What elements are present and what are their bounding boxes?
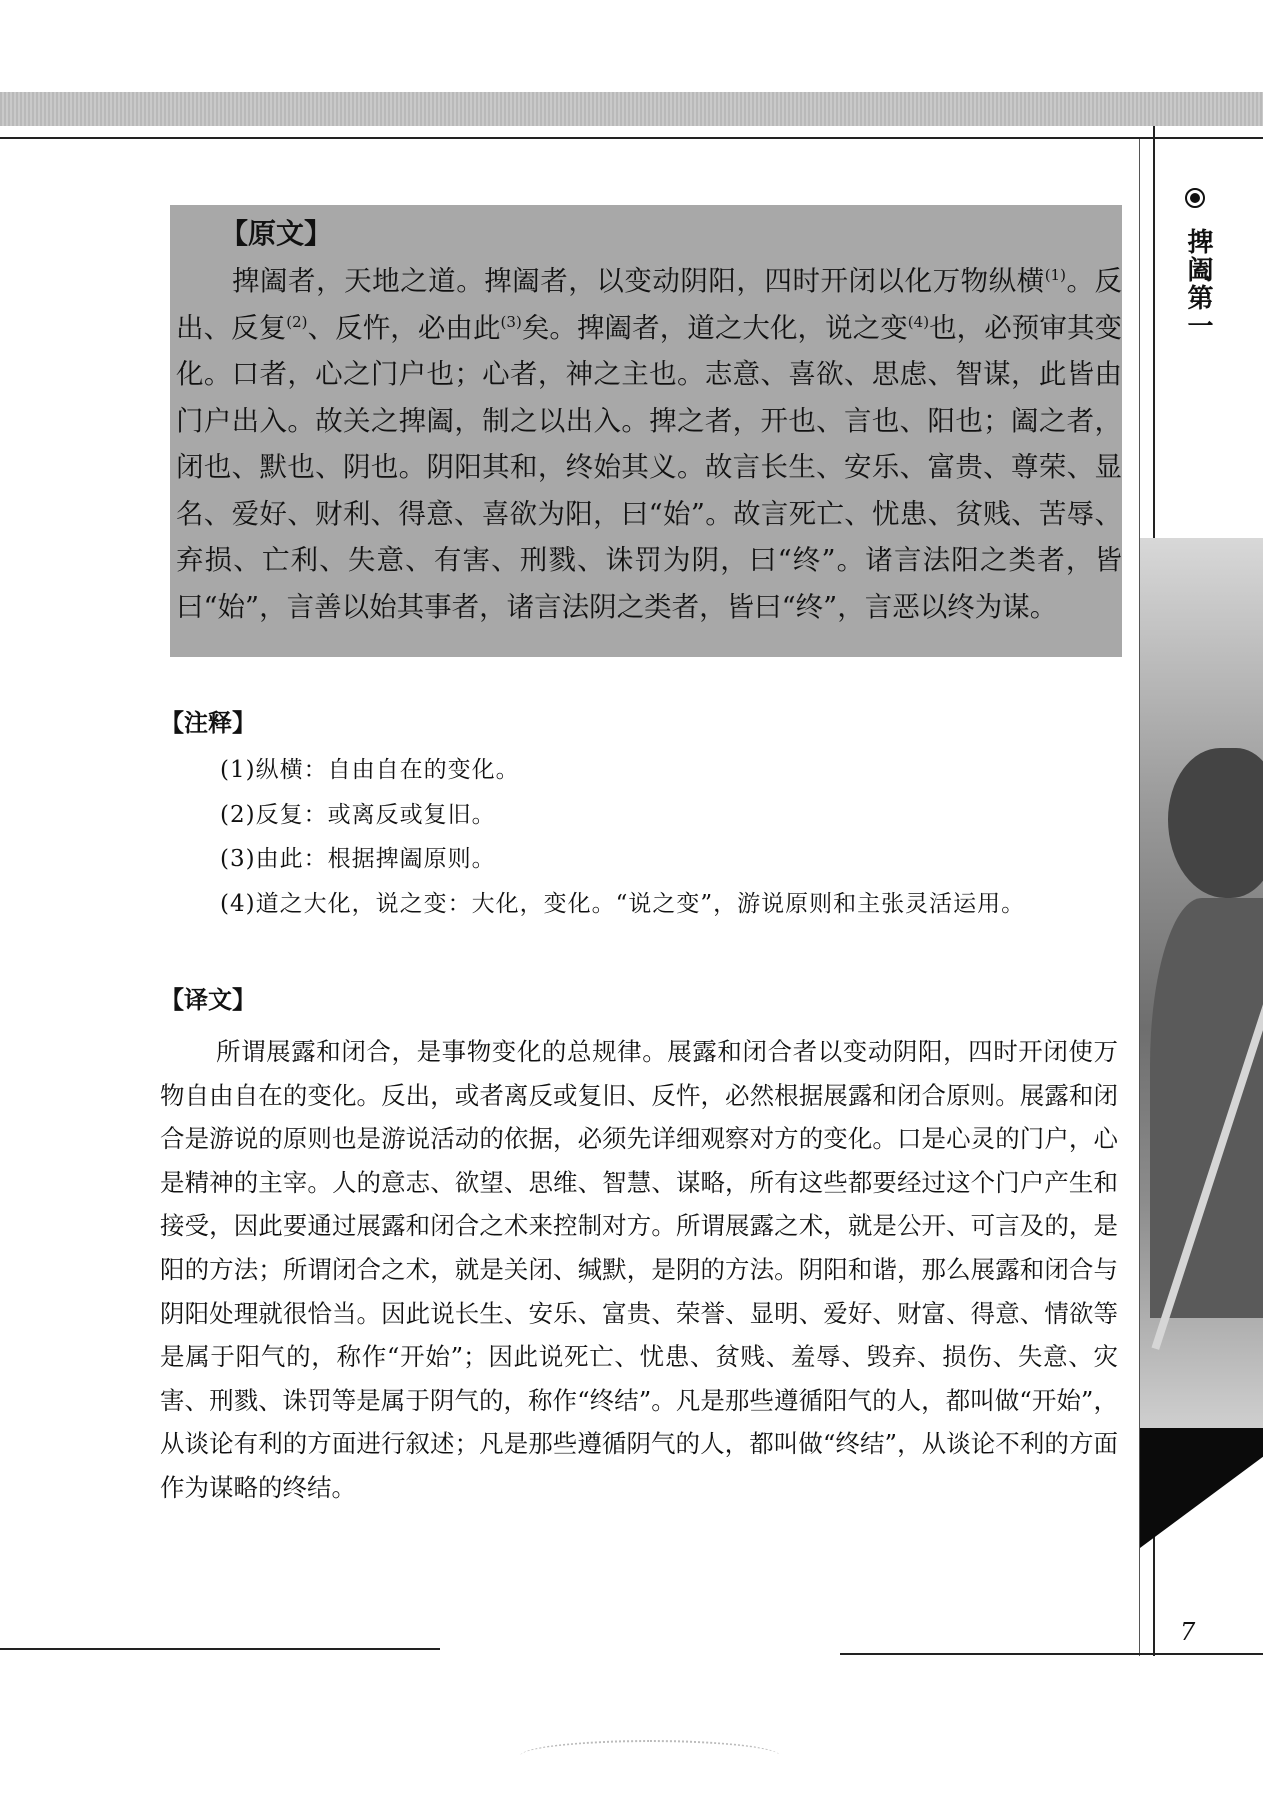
note-marker: (1): [1044, 265, 1066, 284]
annotations-heading: 【注释】: [160, 708, 256, 737]
footer-rule-left: [0, 1648, 440, 1650]
chapter-title-vertical: 捭阖第一: [1183, 228, 1213, 340]
note-marker: (3): [500, 312, 522, 331]
original-text-paragraph: [176, 258, 1122, 630]
sage-portrait-illustration: [1140, 538, 1263, 1428]
decorative-black-triangle: [1140, 1428, 1263, 1548]
original-text-segment: 矣。捭阖者，道之大化，说之变: [521, 311, 908, 344]
annotation-item: (1)纵横：自由自在的变化。: [220, 757, 520, 783]
page-number: 7: [1180, 1618, 1196, 1646]
original-text-heading: 【原文】: [220, 217, 333, 250]
header-gray-band: [0, 92, 1263, 126]
translation-heading: 【译文】: [160, 985, 256, 1014]
faint-ornament: [520, 1740, 780, 1772]
annotation-item: (2)反复：或离反或复旧。: [220, 801, 496, 828]
original-text-segment: 、反忤，必由此: [307, 311, 501, 344]
annotation-item: (4)道之大化，说之变：大化，变化。“说之变”，游说原则和主张灵活运用。: [220, 890, 1026, 917]
original-text-segment: 。反出、反复: [176, 265, 1123, 344]
annotation-item: (3)由此：根据捭阖原则。: [220, 846, 496, 872]
note-marker: (2): [286, 312, 308, 331]
filled-circle-bullet-icon: [1185, 188, 1205, 208]
original-text-segment: 也，必预审其变化。口者，心之门户也；心者，神之主也。志意、喜欲、思虑、智谋，此皆由门户出入。故关之捭阖，制之以出入。捭之者，开也、言也、阳也；阖之者，闭也、默也、阴也。阴阳其和，终始其义。故言长生、安乐、富贵、尊荣、显名、爱好、财利、得意、喜欲为阳，曰“始”。故言死亡、忧患、贫贱、苦辱、弃损、亡利、失意、有害、刑戮、诛罚为阴，曰“终”。诸言法阳之类者，皆曰“始”，言善以始其事者，诸言法阴之类者，皆曰“终”，言恶以终为谋。: [176, 311, 1123, 623]
original-text-segment: 捭阖者，天地之道。捭阖者，以变动阴阳，四时开闭以化万物纵横: [232, 265, 1045, 297]
translation-paragraph: 所谓展露和闭合，是事物变化的总规律。展露和闭合者以变动阴阳，四时开闭使万物自由自在的变化。反出，或者离反或复旧、反忤，必然根据展露和闭合原则。展露和闭合是游说的原则也是游说活动的依据，必须先详细观察对方的变化。口是心灵的门户，心是精神的主宰。人的意志、欲望、思维、智慧、谋略，所有这些都要经过这个门户产生和接受，因此要通过展露和闭合之术来控制对方。所谓展露之术，就是公开、可言及的，是阳的方法；所谓闭合之术，就是关闭、缄默，是阴的方法。阴阳和谐，那么展露和闭合与阴阳处理就很恰当。因此说长生、安乐、富贵、荣誉、显明、爱好、财富、得意、情欲等是属于阳气的，称作“开始”；因此说死亡、忧患、贫贱、羞辱、毁弃、损伤、失意、灾害、刑戮、诛罚等是属于阴气的，称作“终结”。凡是那些遵循阳气的人，都叫做“开始”，从谈论有利的方面进行叙述；凡是那些遵循阴气的人，都叫做“终结”，从谈论不利的方面作为谋略的终结。: [160, 1037, 1118, 1502]
portrait-face-shape: [1168, 748, 1263, 898]
header-rule: [0, 137, 1263, 139]
portrait-robe-shape: [1150, 898, 1263, 1318]
note-marker: (4): [907, 312, 930, 331]
footer-rule-right: [840, 1653, 1263, 1655]
annotations-list: [220, 748, 1120, 926]
